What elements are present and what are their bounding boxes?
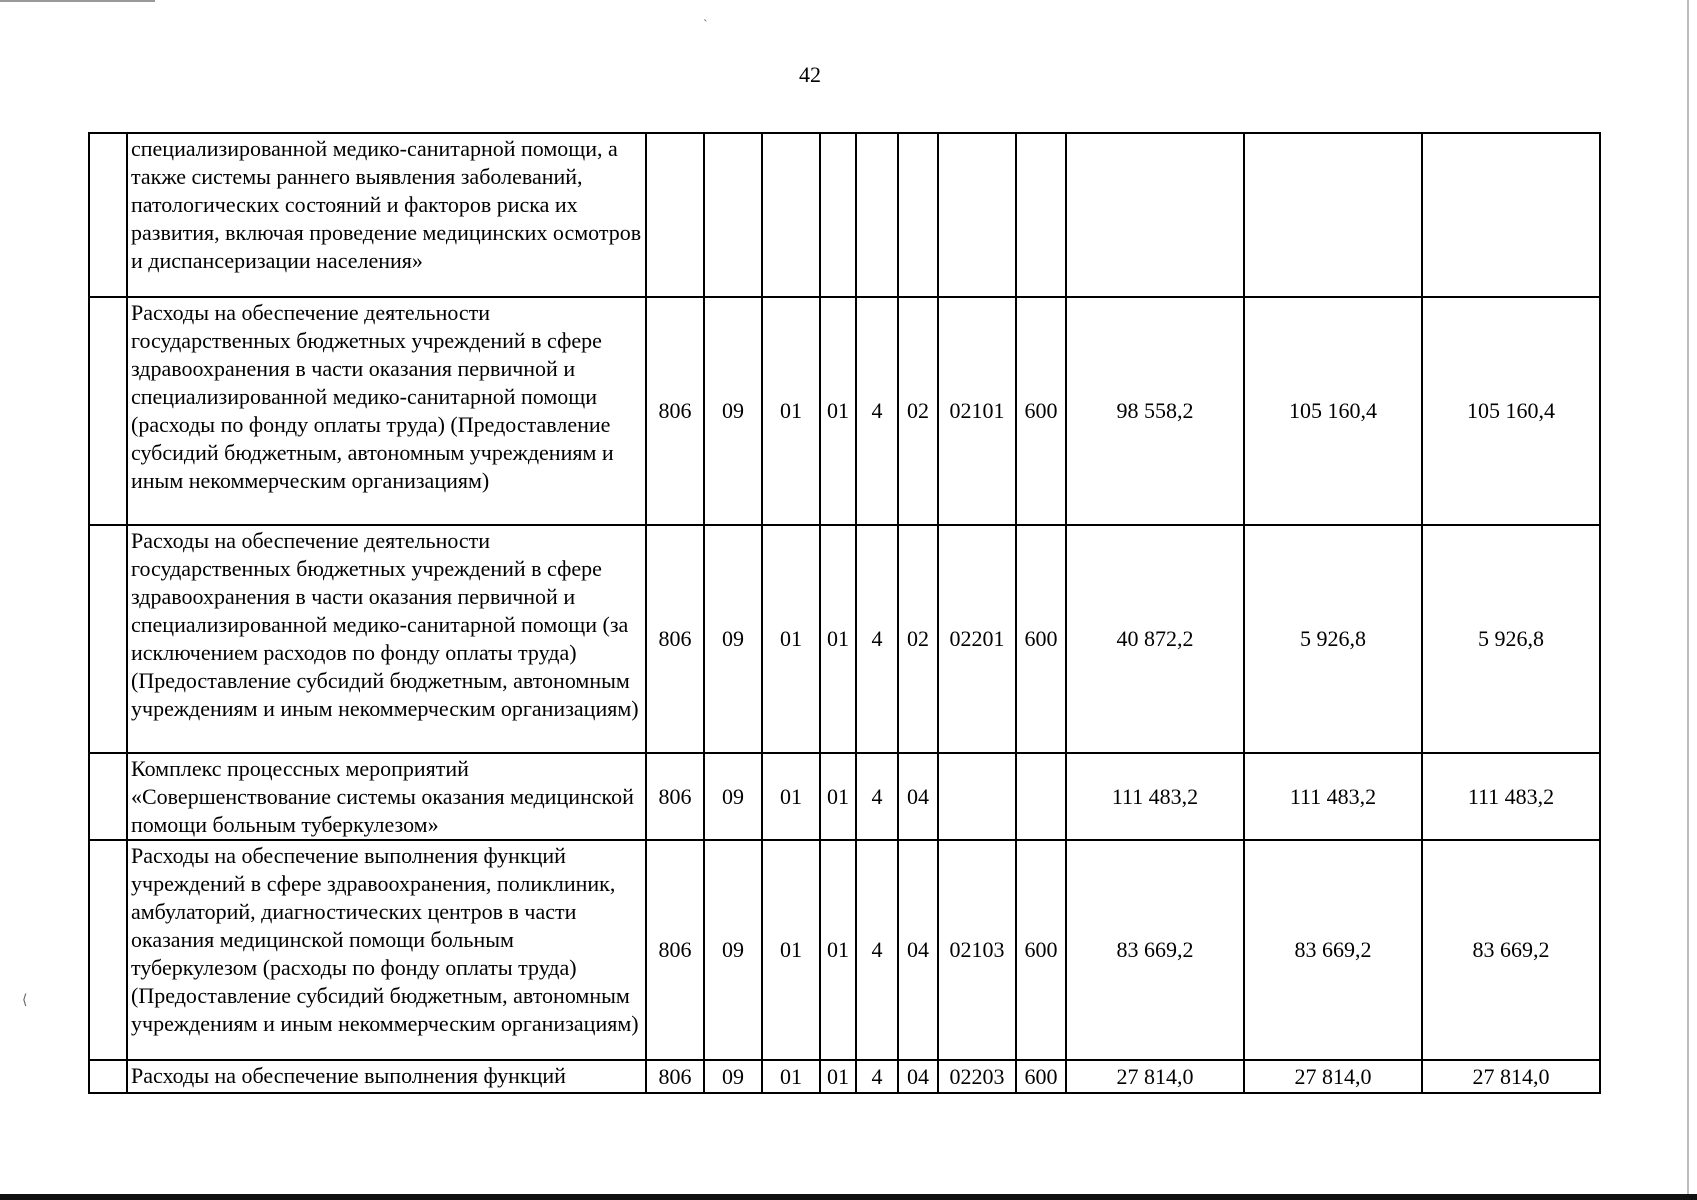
row-number-cell	[89, 525, 127, 753]
expense-direction-cell	[938, 133, 1016, 297]
description-cell: Расходы на обеспечение выполнения функций учреждений в сфере здравоохранения, поликлиник, амбулаторий, диагностических центров в части оказания медицинской помощи больным туберкулезом (расходы по фонду оплаты труда) (Предоставление субсидий бюджетным, автономным учреждениям и иным некоммерческим организациям)	[127, 840, 646, 1060]
ministry-code-cell: 806	[646, 753, 704, 840]
expense-direction-cell: 02103	[938, 840, 1016, 1060]
subsection-code-cell: 01	[762, 297, 820, 525]
row-number-cell	[89, 133, 127, 297]
section-code-cell	[704, 133, 762, 297]
ministry-code-cell: 806	[646, 525, 704, 753]
scan-edge-right	[1687, 0, 1689, 1200]
structural-element-cell: 04	[898, 753, 938, 840]
expense-direction-cell: 02201	[938, 525, 1016, 753]
section-code-cell: 09	[704, 1060, 762, 1093]
expense-direction-cell	[938, 753, 1016, 840]
table-row	[89, 297, 1600, 525]
expense-direction-cell: 02101	[938, 297, 1016, 525]
amount-cell-sum-2024: 27 814,0	[1066, 1060, 1244, 1093]
structural-element-cell: 04	[898, 840, 938, 1060]
program-code-cell: 01	[820, 1060, 856, 1093]
description-cell: специализированной медико-санитарной помощи, а также системы раннего выявления заболеваний, патологических состояний и факторов риска их развития, включая проведение медицинских осмотров и диспансеризации населения»	[127, 133, 646, 297]
program-type-cell: 4	[856, 840, 898, 1060]
amount-cell-sum-2026: 105 160,4	[1422, 297, 1600, 525]
subsection-code-cell: 01	[762, 753, 820, 840]
amount-cell-sum-2026: 27 814,0	[1422, 1060, 1600, 1093]
amount-cell-sum-2026: 5 926,8	[1422, 525, 1600, 753]
program-type-cell: 4	[856, 297, 898, 525]
expense-type-cell: 600	[1016, 840, 1066, 1060]
row-number-cell	[89, 753, 127, 840]
program-code-cell: 01	[820, 297, 856, 525]
structural-element-cell	[898, 133, 938, 297]
amount-cell-sum-2025	[1244, 133, 1422, 297]
table-row	[89, 133, 1600, 297]
section-code-cell: 09	[704, 525, 762, 753]
amount-cell-sum-2025: 5 926,8	[1244, 525, 1422, 753]
description-cell: Расходы на обеспечение выполнения функций	[127, 1060, 646, 1093]
amount-cell-sum-2025: 111 483,2	[1244, 753, 1422, 840]
program-type-cell: 4	[856, 753, 898, 840]
amount-cell-sum-2025: 83 669,2	[1244, 840, 1422, 1060]
description-cell: Комплекс процессных мероприятий «Совершенствование системы оказания медицинской помощи больным туберкулезом»	[127, 753, 646, 840]
expense-type-cell: 600	[1016, 525, 1066, 753]
expense-type-cell: 600	[1016, 1060, 1066, 1093]
scan-speck: ⟨	[22, 993, 28, 1008]
amount-cell-sum-2024	[1066, 133, 1244, 297]
amount-cell-sum-2026	[1422, 133, 1600, 297]
amount-cell-sum-2024: 40 872,2	[1066, 525, 1244, 753]
amount-cell-sum-2024: 83 669,2	[1066, 840, 1244, 1060]
ministry-code-cell: 806	[646, 297, 704, 525]
budget-table	[88, 132, 1601, 1094]
budget-table-body	[89, 133, 1600, 1093]
structural-element-cell: 02	[898, 297, 938, 525]
amount-cell-sum-2024: 98 558,2	[1066, 297, 1244, 525]
subsection-code-cell: 01	[762, 840, 820, 1060]
expense-direction-cell: 02203	[938, 1060, 1016, 1093]
table-row	[89, 1060, 1600, 1093]
structural-element-cell: 02	[898, 525, 938, 753]
row-number-cell	[89, 1060, 127, 1093]
amount-cell-sum-2025: 27 814,0	[1244, 1060, 1422, 1093]
row-number-cell	[89, 840, 127, 1060]
expense-type-cell	[1016, 753, 1066, 840]
page-number: 42	[799, 62, 821, 87]
program-type-cell: 4	[856, 525, 898, 753]
expense-type-cell: 600	[1016, 297, 1066, 525]
scan-speck: `	[703, 18, 708, 33]
subsection-code-cell	[762, 133, 820, 297]
amount-cell-sum-2026: 83 669,2	[1422, 840, 1600, 1060]
program-type-cell	[856, 133, 898, 297]
row-number-cell	[89, 297, 127, 525]
section-code-cell: 09	[704, 753, 762, 840]
ministry-code-cell	[646, 133, 704, 297]
subsection-code-cell: 01	[762, 525, 820, 753]
expense-type-cell	[1016, 133, 1066, 297]
ministry-code-cell: 806	[646, 1060, 704, 1093]
structural-element-cell: 04	[898, 1060, 938, 1093]
description-cell: Расходы на обеспечение деятельности государственных бюджетных учреждений в сфере здравоохранения в части оказания первичной и специализированной медико-санитарной помощи (расходы по фонду оплаты труда) (Предоставление субсидий бюджетным, автономным учреждениям и иным некоммерческим организациям)	[127, 297, 646, 525]
amount-cell-sum-2024: 111 483,2	[1066, 753, 1244, 840]
section-code-cell: 09	[704, 840, 762, 1060]
subsection-code-cell: 01	[762, 1060, 820, 1093]
amount-cell-sum-2025: 105 160,4	[1244, 297, 1422, 525]
scan-edge-bottom	[0, 1194, 1697, 1200]
program-code-cell: 01	[820, 525, 856, 753]
ministry-code-cell: 806	[646, 840, 704, 1060]
scan-edge-top	[0, 0, 155, 2]
amount-cell-sum-2026: 111 483,2	[1422, 753, 1600, 840]
section-code-cell: 09	[704, 297, 762, 525]
table-row	[89, 840, 1600, 1060]
table-row	[89, 753, 1600, 840]
program-code-cell: 01	[820, 753, 856, 840]
description-cell: Расходы на обеспечение деятельности государственных бюджетных учреждений в сфере здравоохранения в части оказания первичной и специализированной медико-санитарной помощи (за исключением расходов по фонду оплаты труда) (Предоставление субсидий бюджетным, автономным учреждениям и иным некоммерческим организациям)	[127, 525, 646, 753]
program-code-cell: 01	[820, 840, 856, 1060]
program-code-cell	[820, 133, 856, 297]
program-type-cell: 4	[856, 1060, 898, 1093]
table-row	[89, 525, 1600, 753]
